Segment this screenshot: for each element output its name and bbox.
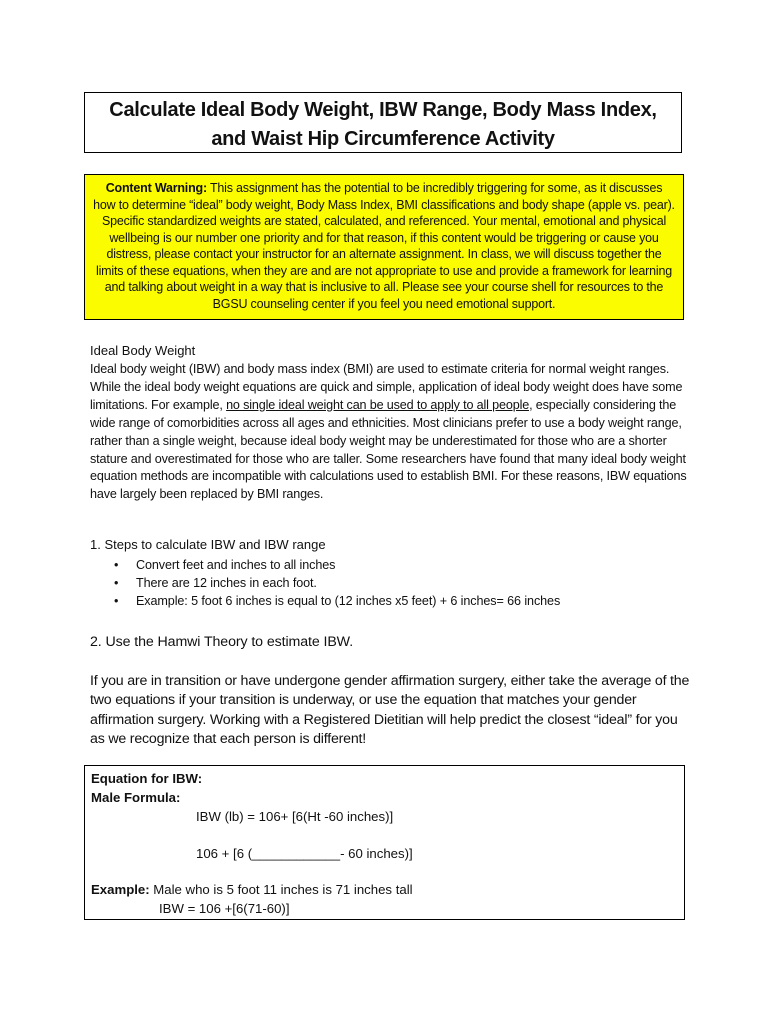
steps-list bbox=[110, 556, 560, 610]
example-calculation: IBW = 106 +[6(71-60)] bbox=[159, 901, 290, 916]
title-box bbox=[84, 92, 682, 153]
list-item: • Example: 5 foot 6 inches is equal to (12 inches x5 feet) + 6 inches= 66 inches bbox=[110, 592, 560, 610]
example-line bbox=[91, 882, 413, 897]
ibw-paragraph-underlined: no single ideal weight can be used to apply to all people, bbox=[226, 397, 533, 412]
page-title-line-2: and Waist Hip Circumference Activity bbox=[211, 128, 555, 150]
ibw-formula: IBW (lb) = 106+ [6(Ht -60 inches)] bbox=[196, 809, 394, 824]
steps-heading: 1. Steps to calculate IBW and IBW range bbox=[90, 537, 326, 552]
equation-title: Equation for IBW: bbox=[91, 771, 203, 786]
equation-box bbox=[84, 765, 685, 920]
ibw-heading: Ideal Body Weight bbox=[90, 343, 196, 358]
content-warning-label: Content Warning: bbox=[105, 181, 207, 195]
hamwi-heading: 2. Use the Hamwi Theory to estimate IBW. bbox=[90, 634, 354, 650]
page-title-line-1: Calculate Ideal Body Weight, IBW Range, Body Mass Index, bbox=[109, 99, 657, 121]
example-label: Example: bbox=[91, 882, 150, 897]
example-text: Male who is 5 foot 11 inches is 71 inches tall bbox=[149, 882, 413, 897]
ibw-paragraph-end: especially considering the wide range of comorbidities across all ages and ethnicities. Most clinicians prefer to use a body weight range, rather than a single weight, because ideal body weight may be underestimated for those who are a shorter stature and overestimated for those who are taller. Some researchers have found that many ideal body weight equation methods are incompatible with calculations used to establish BMI. For these reasons, IBW equations have largely been replaced by BMI ranges. bbox=[90, 397, 687, 502]
list-item: • There are 12 inches in each foot. bbox=[110, 574, 560, 592]
male-formula-label: Male Formula: bbox=[91, 790, 181, 805]
content-warning-box bbox=[84, 174, 684, 320]
ibw-paragraph-start: Ideal body weight (IBW) and body mass index (BMI) are used to estimate criteria for normal weight ranges. While the ideal body weight equations are quick and simple, application of ideal body weight does have some limitations. For example, bbox=[90, 362, 683, 412]
ibw-paragraph bbox=[90, 361, 690, 504]
transition-paragraph: If you are in transition or have undergone gender affirmation surgery, either take the average of the two equations if your transition is underway, or use the equation that matches your gender affirmation surgery. Working with a Registered Dietitian will help predict the closest “ideal” for you as we recognize that each person is different! bbox=[90, 673, 690, 747]
list-item: • Convert feet and inches to all inches bbox=[110, 556, 560, 574]
content-warning-text: This assignment has the potential to be incredibly triggering for some, as it discusses how to determine “ideal” body weight, Body Mass Index, BMI classifications and body shape (apple vs. pear). Specific standardized weights are stated, calculated, and referenced. Your mental, emotional and physical wellbeing is our number one priority and for that reason, if this content would be triggering or cause you distress, please contact your instructor for an alternate assignment. In class, we will discuss together the limits of these equations, when they are and are not appropriate to use and provide a framework for learning and talking about weight in a way that is inclusive to all. Please see your course shell for resources to the BGSU counseling center if you feel you need emotional support. bbox=[93, 181, 675, 311]
ibw-blank-formula: 106 + [6 (____________- 60 inches)] bbox=[196, 846, 413, 861]
